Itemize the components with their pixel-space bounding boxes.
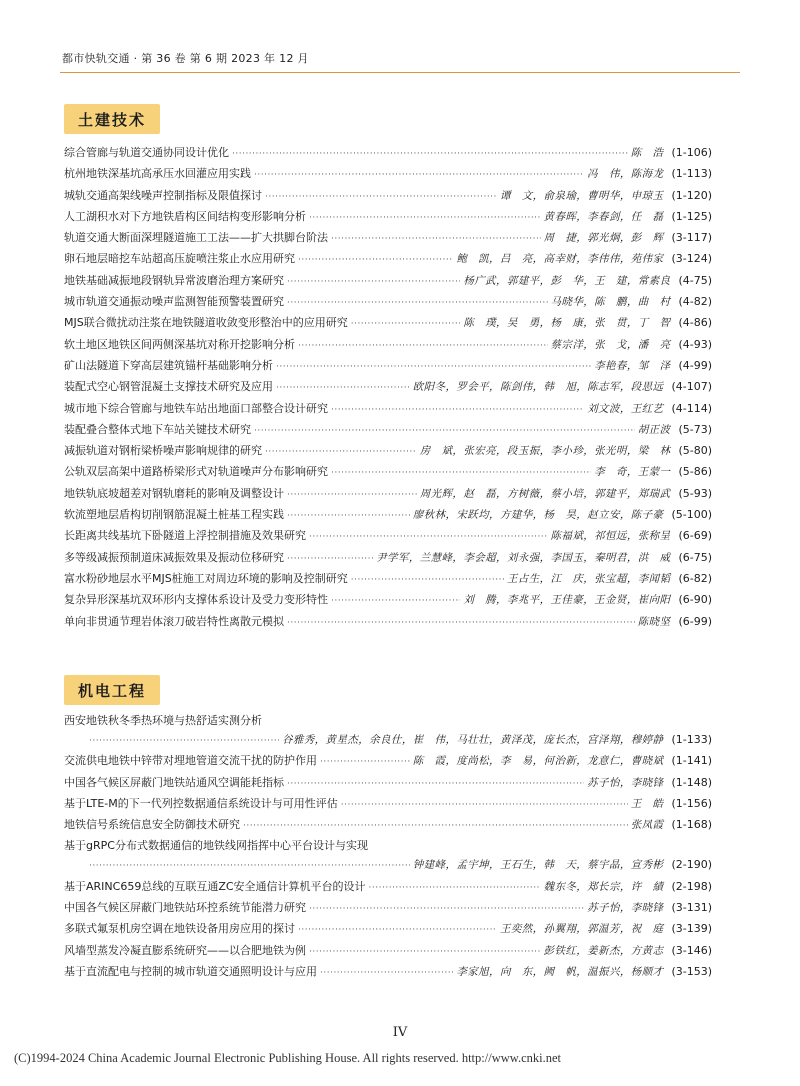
toc-entry-authors: 李 奇，王蒙一 — [594, 466, 671, 479]
toc-entry-page: (3-117) — [671, 231, 712, 245]
toc-entry[interactable] — [64, 551, 712, 572]
leader-dots — [287, 616, 635, 630]
toc-entry-authors: 陈 璞，吴 勇，杨 康，张 贯，丁 智 — [463, 317, 671, 330]
toc-entry-authors: 李艳春，邹 泽 — [594, 359, 671, 372]
toc-entry-row — [64, 423, 712, 444]
toc-entry-page: (4-99) — [678, 358, 712, 372]
toc-entry[interactable] — [64, 146, 712, 167]
toc-entry-row — [64, 380, 712, 401]
toc-entry-page: (5-93) — [678, 486, 712, 500]
leader-dots — [309, 945, 541, 959]
section-heading-electromechanical: 机电工程 — [64, 675, 160, 705]
leader-dots — [309, 530, 548, 544]
toc-entry-row — [64, 465, 712, 486]
toc-entry[interactable] — [64, 839, 712, 879]
toc-entry-authors: 陈 霞，度尚松，李 易，何治新，龙意仁，曹晓斌 — [412, 755, 664, 768]
toc-entry[interactable] — [64, 465, 712, 486]
toc-entry-title: 矿山法隧道下穿高层建筑锚杆基础影响分析 — [64, 358, 273, 372]
toc-entry-row — [64, 615, 712, 636]
toc-entry-title: 软土地区地铁区间两侧深基坑对称开挖影响分析 — [64, 337, 295, 351]
toc-entry-title: 多等级减振预制道床减振效果及振动位移研究 — [64, 550, 284, 564]
toc-entry-authors: 房 斌，张宏亮，段玉振，李小珍，张光明，梁 林 — [419, 445, 671, 458]
toc-entry-page: (4-93) — [678, 337, 712, 351]
toc-entry-row — [64, 189, 712, 210]
toc-entry-row — [64, 529, 712, 550]
toc-entry[interactable] — [64, 593, 712, 614]
toc-entry-title: 基于ARINC659总线的互联互通ZC安全通信计算机平台的设计 — [64, 879, 366, 893]
toc-entry-title: 软流塑地层盾构切削钢筋混凝土桩基工程实践 — [64, 508, 284, 522]
toc-entry-authors: 刘文波，王红艺 — [587, 402, 664, 415]
toc-entry-page: (1-133) — [671, 733, 712, 746]
toc-entry[interactable] — [64, 359, 712, 380]
toc-entry-page: (5-73) — [678, 422, 712, 436]
toc-entry-row — [64, 210, 712, 231]
leader-dots — [243, 819, 628, 833]
toc-entry-title: MJS联合微扰动注浆在地铁隧道收敛变形整治中的应用研究 — [64, 316, 348, 330]
toc-entry-page: (6-90) — [678, 593, 712, 607]
toc-entry-authors: 陈福斌，祁恒远，张称呈 — [550, 530, 671, 543]
leader-dots — [331, 232, 541, 246]
leader-dots — [287, 488, 417, 502]
toc-entry[interactable] — [64, 189, 712, 210]
leader-dots — [287, 777, 584, 791]
toc-entry-authors: 蔡宗洋，张 戈，潘 亮 — [550, 338, 671, 351]
toc-entry-page: (3-131) — [671, 901, 712, 915]
toc-entry-authors: 彭铁红，姜新杰，方黄志 — [543, 944, 664, 957]
toc-entry-title: 城市地下综合管廊与地铁车站出地面口部整合设计研究 — [64, 401, 328, 415]
toc-entry-page: (6-75) — [678, 550, 712, 564]
toc-entry-title: 地铁信号系统信息安全防御技术研究 — [64, 818, 240, 832]
toc-entry-page: (1-113) — [671, 167, 712, 181]
toc-entry-row — [64, 901, 712, 922]
toc-entry[interactable] — [64, 615, 712, 636]
toc-entry[interactable] — [64, 380, 712, 401]
toc-entry-page: (4-75) — [678, 273, 712, 287]
toc-entry-authors: 王奕然，孙翼翔，郭温芳，祝 庭 — [499, 923, 664, 936]
leader-dots — [276, 381, 410, 395]
toc-entry-page: (1-141) — [671, 754, 712, 768]
toc-entry-authors: 尹学军，兰慧峰，李会超，刘永强，李国玉，秦明君，洪 威 — [376, 551, 671, 564]
toc-entry-title: 多联式氟泵机房空调在地铁设备用房应用的探讨 — [64, 922, 295, 936]
toc-entry-authors: 周 捷，郭光炯，彭 辉 — [543, 232, 664, 245]
toc-entry-row — [64, 754, 712, 775]
toc-entry[interactable] — [64, 167, 712, 188]
toc-entry-title-row — [64, 839, 712, 858]
toc-entry-authors: 苏子怡，李晓锋 — [587, 776, 664, 789]
toc-entry-author-row — [64, 858, 712, 879]
leader-dots — [287, 509, 410, 523]
toc-entry-page: (3-146) — [671, 943, 712, 957]
toc-entry-authors: 苏子怡，李晓锋 — [587, 902, 664, 915]
toc-entry-row — [64, 274, 712, 295]
toc-entry-row — [64, 551, 712, 572]
leader-dots — [232, 147, 628, 161]
toc-entry[interactable] — [64, 231, 712, 252]
toc-entry-authors: 杨广武，郭建平，彭 华，王 建，常素良 — [463, 274, 671, 287]
toc-entry-title: 卵石地层暗挖车站超高压旋喷注浆止水应用研究 — [64, 252, 295, 266]
leader-dots — [298, 923, 497, 937]
toc-entry[interactable] — [64, 210, 712, 231]
leader-dots — [265, 190, 497, 204]
toc-entry-row — [64, 146, 712, 167]
leader-dots — [351, 317, 461, 331]
toc-entry[interactable] — [64, 944, 712, 965]
toc-entry-title: 城轨交通高架线噪声控制指标及限值探讨 — [64, 188, 262, 202]
toc-entry-authors: 欧阳冬，罗会平，陈剑伟，韩 旭，陈志军，段思远 — [412, 381, 664, 394]
toc-entry-page: (3-124) — [671, 252, 712, 266]
toc-entry-row — [64, 359, 712, 380]
toc-entry-title: 装配叠合整体式地下车站关键技术研究 — [64, 422, 251, 436]
header-rule — [60, 72, 740, 73]
toc-entry-title: 地铁基础减振地段钢轨异常波磨治理方案研究 — [64, 273, 284, 287]
toc-entry-title: 杭州地铁深基坑高承压水回灌应用实践 — [64, 167, 251, 181]
toc-entry-page: (1-168) — [671, 818, 712, 832]
toc-entry-row — [64, 593, 712, 614]
toc-entry-title: 风墙型蒸发冷凝直膨系统研究——以合肥地铁为例 — [64, 943, 306, 957]
toc-entry-title: 中国各气候区屏蔽门地铁站环控系统节能潜力研究 — [64, 901, 306, 915]
toc-entry-title: 人工湖积水对下方地铁盾构区间结构变形影响分析 — [64, 209, 306, 223]
toc-entry-authors: 马晓华，陈 鹏，曲 村 — [550, 296, 671, 309]
toc-entry-title: 长距离共线基坑下卧隧道上浮控制措施及效果研究 — [64, 529, 306, 543]
leader-dots — [254, 168, 584, 182]
toc-entry[interactable] — [64, 444, 712, 465]
toc-entry-page: (4-86) — [678, 316, 712, 330]
leader-dots — [287, 296, 548, 310]
toc-entry-authors: 鲍 凯，吕 亮，高幸财，李伟伟，苑伟家 — [456, 253, 664, 266]
toc-entry-title: 单向非贯通节理岩体滚刀破岩特性离散元模拟 — [64, 614, 284, 628]
toc-entry-page: (5-100) — [671, 508, 712, 522]
toc-entry-title: 交流供电地铁中锌带对埋地管道交流干扰的防护作用 — [64, 754, 317, 768]
toc-entry-page: (1-148) — [671, 775, 712, 789]
toc-entry[interactable] — [64, 714, 712, 754]
toc-entry-page: (4-114) — [671, 401, 712, 415]
toc-entry-authors: 张凤霞 — [630, 819, 664, 832]
toc-entry-page: (2-190) — [671, 858, 712, 872]
toc-entry-title: 中国各气候区屏蔽门地铁站通风空调能耗指标 — [64, 775, 284, 789]
leader-dots — [320, 755, 410, 769]
toc-entry-title: 基于LTE-M的下一代列控数据通信系统设计与可用性评估 — [64, 796, 338, 810]
toc-entry-authors: 冯 伟，陈海龙 — [587, 168, 664, 181]
toc-entry[interactable] — [64, 776, 712, 797]
leader-dots — [309, 211, 541, 225]
toc-entry-page: (6-82) — [678, 571, 712, 585]
toc-entry-row — [64, 444, 712, 465]
toc-entry-row — [64, 231, 712, 252]
copyright-footer: (C)1994-2024 China Academic Journal Electronic Publishing House. All rights reserved. http://www.cnki.net — [14, 1051, 562, 1065]
toc-entry[interactable] — [64, 316, 712, 337]
toc-entry-row — [64, 797, 712, 818]
toc-entry-row — [64, 295, 712, 316]
toc-entry-title: 复杂异形深基坑双环形内支撑体系设计及受力变形特性 — [64, 593, 328, 607]
toc-entry-page: (2-198) — [671, 879, 712, 893]
toc-entry-row — [64, 818, 712, 839]
toc-entry-page: (4-107) — [671, 380, 712, 394]
toc-entry[interactable] — [64, 797, 712, 818]
toc-entry-row — [64, 316, 712, 337]
toc-entry[interactable] — [64, 508, 712, 529]
toc-entry[interactable] — [64, 274, 712, 295]
toc-entry-page: (3-153) — [671, 964, 712, 978]
toc-entry[interactable] — [64, 572, 712, 593]
toc-entry-title: 基于gRPC分布式数据通信的地铁线网指挥中心平台设计与实现 — [64, 839, 368, 853]
toc-entry-authors: 王 皓 — [630, 797, 664, 810]
leader-dots — [265, 445, 417, 459]
toc-entry-title: 减振轨道对钢桁梁桥噪声影响规律的研究 — [64, 444, 262, 458]
toc-entry-row — [64, 338, 712, 359]
toc-entry-page: (6-99) — [678, 614, 712, 628]
toc-entry-title: 装配式空心钢管混凝土支撑技术研究及应用 — [64, 380, 273, 394]
toc-entry-authors: 廖秋林，宋跃均，方建华，杨 昊，赵立安，陈子豪 — [412, 509, 664, 522]
toc-entry-title: 地铁轨底坡超差对钢轨磨耗的影响及调整设计 — [64, 486, 284, 500]
leader-dots — [331, 466, 591, 480]
toc-entry-authors: 钟建峰，孟宇坤，王石生，韩 天，蔡宇晶，宣秀彬 — [412, 859, 664, 872]
leader-dots — [341, 798, 628, 812]
leader-dots — [369, 881, 541, 895]
toc-entry[interactable] — [64, 295, 712, 316]
page-number: IV — [392, 1025, 408, 1040]
leader-dots — [298, 339, 548, 353]
leader-dots — [309, 902, 584, 916]
toc-entry-title: 城市轨道交通振动噪声监测智能预警装置研究 — [64, 295, 284, 309]
toc-entry-row — [64, 944, 712, 965]
toc-entry-page: (5-80) — [678, 444, 712, 458]
toc-entry-authors: 胡正波 — [637, 423, 671, 436]
toc-entry-page: (1-120) — [671, 188, 712, 202]
toc-entry-authors: 李家旭，向 东，阙 帆，温振兴，杨顺才 — [456, 965, 664, 978]
journal-header: 都市快轨交通 · 第 36 卷 第 6 期 2023 年 12 月 — [62, 52, 309, 65]
toc-entry-row — [64, 508, 712, 529]
leader-dots — [287, 275, 460, 289]
toc-entry[interactable] — [64, 754, 712, 775]
toc-entry-authors: 魏东冬，郑长宗，许 績 — [543, 880, 664, 893]
toc-entry-row — [64, 965, 712, 986]
toc-entry-authors: 谭 文，俞泉瑜，曹明华，申琼玉 — [499, 189, 664, 202]
toc-entry-row — [64, 167, 712, 188]
toc-entry-authors: 周光辉，赵 磊，方树薇，蔡小培，郭建平，郑瑞武 — [419, 487, 671, 500]
toc-entry-authors: 刘 腾，李兆平，王佳豪，王金贤，崔向阳 — [463, 594, 671, 607]
toc-entry-authors: 黄春晖，李春剑，任 磊 — [543, 210, 664, 223]
section-heading-civil: 土建技术 — [64, 104, 160, 134]
leader-dots — [298, 253, 453, 267]
leader-dots — [89, 859, 410, 873]
toc-entry[interactable] — [64, 901, 712, 922]
toc-entry[interactable] — [64, 487, 712, 508]
section-list-civil — [64, 146, 712, 636]
toc-entry-title: 西安地铁秋冬季热环境与热舒适实测分析 — [64, 714, 262, 727]
leader-dots — [320, 966, 453, 980]
leader-dots — [89, 734, 279, 748]
toc-entry[interactable] — [64, 252, 712, 273]
toc-entry-page: (1-106) — [671, 146, 712, 159]
toc-entry[interactable] — [64, 965, 712, 986]
toc-entry-row — [64, 776, 712, 797]
toc-entry-page: (3-139) — [671, 922, 712, 936]
leader-dots — [331, 594, 460, 608]
toc-entry-row — [64, 487, 712, 508]
toc-entry[interactable] — [64, 423, 712, 444]
toc-entry-authors: 谷雅秀，黄星杰，余良仕，崔 伟，马壮壮，黄泽茂，庞长杰，宫泽翔，穆婷静 — [281, 734, 664, 746]
toc-entry-authors: 陈 浩 — [630, 147, 664, 159]
toc-entry-row — [64, 572, 712, 593]
toc-entry-page: (1-156) — [671, 796, 712, 810]
toc-entry[interactable] — [64, 402, 712, 423]
toc-entry[interactable] — [64, 922, 712, 943]
toc-entry-title: 富水粉砂地层水平MJS桩施工对周边环境的影响及控制研究 — [64, 571, 348, 585]
toc-entry-title: 轨道交通大断面深埋隧道施工工法——扩大拱脚台阶法 — [64, 231, 328, 245]
toc-entry-page: (6-69) — [678, 529, 712, 543]
toc-entry[interactable] — [64, 818, 712, 839]
toc-entry[interactable] — [64, 880, 712, 901]
leader-dots — [287, 552, 373, 566]
toc-entry[interactable] — [64, 338, 712, 359]
toc-entry-title: 综合管廊与轨道交通协同设计优化 — [64, 146, 229, 159]
toc-entry[interactable] — [64, 529, 712, 550]
toc-entry-title-row — [64, 714, 712, 733]
leader-dots — [351, 573, 504, 587]
toc-entry-page: (4-82) — [678, 295, 712, 309]
toc-entry-row — [64, 922, 712, 943]
leader-dots — [254, 424, 635, 438]
toc-entry-page: (1-125) — [671, 209, 712, 223]
toc-entry-authors: 陈晓坚 — [637, 615, 671, 628]
leader-dots — [331, 403, 584, 417]
toc-entry-row — [64, 252, 712, 273]
toc-entry-row — [64, 402, 712, 423]
toc-entry-authors: 王占生，江 庆，张宝超，李闻韬 — [506, 572, 671, 585]
toc-entry-title: 基于直流配电与控制的城市轨道交通照明设计与应用 — [64, 964, 317, 978]
toc-entry-author-row — [64, 733, 712, 754]
leader-dots — [276, 360, 591, 374]
toc-entry-row — [64, 880, 712, 901]
section-list-electromechanical — [64, 714, 712, 986]
toc-entry-page: (5-86) — [678, 465, 712, 479]
toc-entry-title: 公轨双层高架中道路桥梁形式对轨道噪声分布影响研究 — [64, 465, 328, 479]
